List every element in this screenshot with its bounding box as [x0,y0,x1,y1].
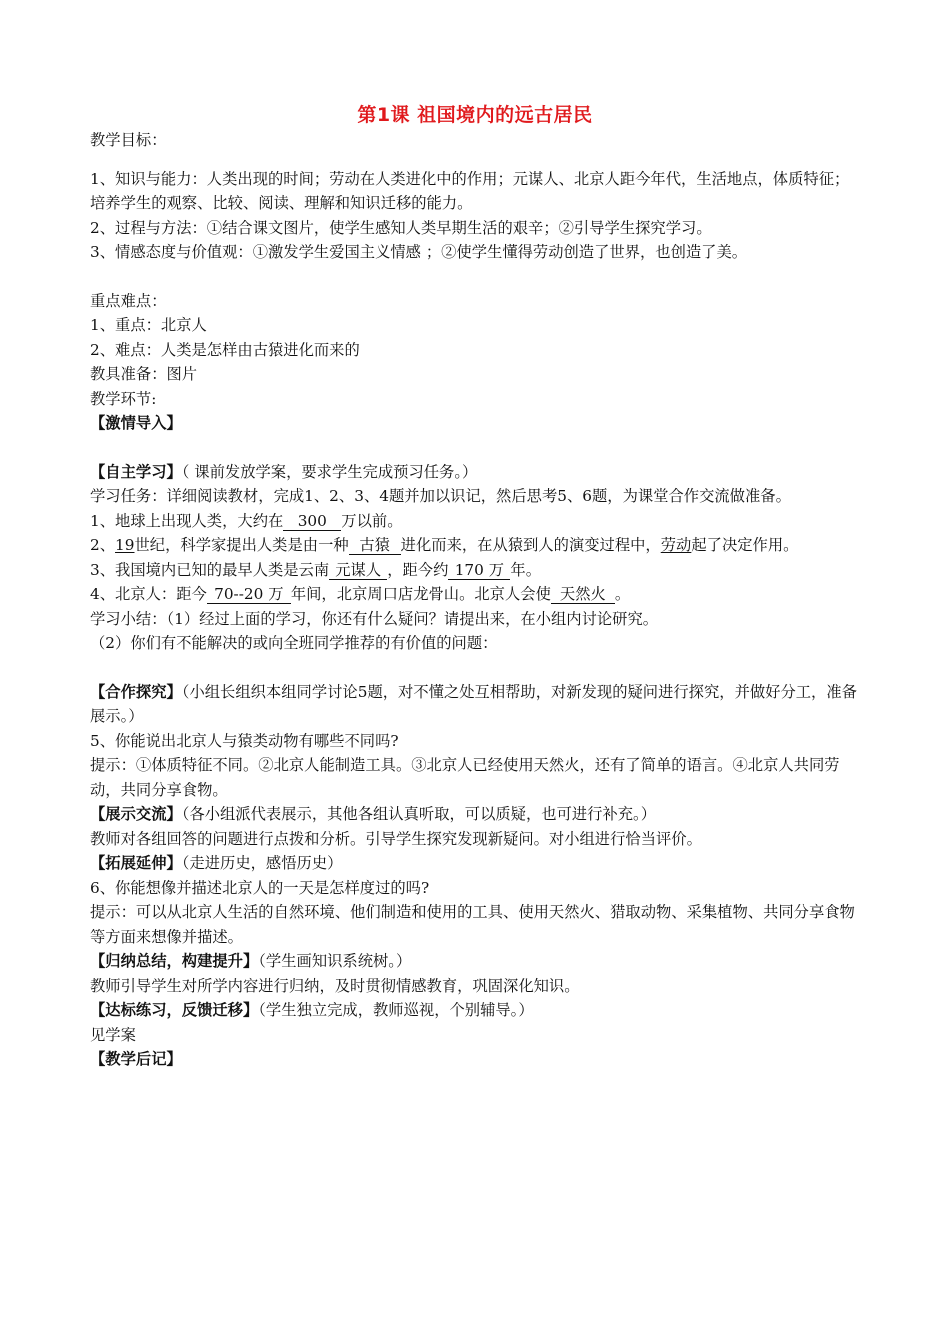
q3-text-mid: ，距今约 [387,560,449,579]
question-6: 6、你能想像并描述北京人的一天是怎样度过的吗? [90,878,430,897]
question-5: 5、你能说出北京人与猿类动物有哪些不同吗? [90,731,399,750]
q4-text: 4、北京人：距今 [90,585,207,603]
summary-note: （学生画知识系统树。） [258,952,412,970]
question-2 [90,533,862,558]
q1-answer-blank: 300 [283,512,341,531]
q4-text-mid: 年间，北京周口店龙骨山。北京人会使 [290,585,551,603]
hint-5: 提示：①体质特征不同。②北京人能制造工具。③北京人已经使用天然火，还有了简单的语言。④北京人共同劳动，共同分享食物。 [90,756,840,799]
q2-text-mid2: 进化而来，在从猿到人的演变过程中， [400,536,661,554]
study-summary-2: （2）你们有不能解决的或向全班同学推荐的有价值的问题： [90,634,498,652]
q2-answer-blank: 古猿 [349,536,401,555]
q4-answer-blank-2: 天然火 [551,585,615,604]
postscript-heading: 【教学后记】 [90,1050,182,1068]
q3-answer-blank-1: 元谋人 [329,561,387,580]
objective-process: 2、过程与方法：①结合课文图片，使学生感知人类早期生活的艰辛；②引导学生探究学习。 [90,218,712,237]
presentation-note: （各小组派代表展示，其他各组认真听取，可以质疑，也可进行补充。） [181,805,656,823]
extension-note: （走进历史，感悟历史） [181,854,343,872]
question-4 [90,582,862,607]
practice-heading: 【达标练习，反馈迁移】 [90,1001,259,1019]
practice-line [90,998,862,1023]
presentation-teacher: 教师对各组回答的问题进行点拨和分析。引导学生探究发现新疑问。对小组进行恰当评价。 [90,829,702,848]
q4-answer-blank-1: 70--20 万 [207,585,291,604]
cooperation-note: （小组长组织本组同学讨论5题，对不懂之处互相帮助，对新发现的疑问进行探究，并做好分工，准备展示。） [90,682,857,725]
extension-heading: 【拓展延伸】 [90,854,182,872]
lesson-body [90,128,862,1072]
objective-emotion: 3、情感态度与价值观：①激发学生爱国主义情感 ；②使学生懂得劳动创造了世界，也创造了美。 [90,243,748,261]
presentation-line [90,802,862,827]
teaching-steps-heading: 教学环节: [90,389,157,408]
practice-see: 见学案 [90,1025,136,1044]
intro-heading: 【激情导入】 [90,414,182,432]
teaching-materials: 教具准备：图片 [90,365,198,383]
key-points-heading: 重点难点： [90,291,167,310]
self-study-heading: 【自主学习】 [90,462,182,481]
extension-line [90,851,862,876]
q3-text: 3、我国境内已知的最早人类是云南 [90,560,330,579]
difficulty-point: 2、难点：人类是怎样由古猿进化而来的 [90,340,360,359]
q2-century: 19 [115,536,135,554]
cooperation-line [90,680,862,729]
q2-text-end: 起了决定作用。 [691,536,799,554]
q4-text-end: 。 [614,585,631,603]
q2-text: 2、 [90,536,116,554]
self-study-line [90,460,862,485]
q3-text-end: 年。 [510,560,541,579]
question-3 [90,558,862,583]
cooperation-heading: 【合作探究】 [90,682,182,701]
summary-line [90,949,862,974]
self-study-note: （ 课前发放学案，要求学生完成预习任务。） [181,462,478,481]
objective-knowledge: 1、知识与能力：人类出现的时间；劳动在人类进化中的作用；元谋人、北京人距今年代，生活地点，体质特征；培养学生的观察、比较、阅读、理解和知识迁移的能力。 [90,169,850,212]
summary-teacher: 教师引导学生对所学内容进行归纳，及时贯彻情感教育，巩固深化知识。 [90,976,580,995]
objectives-heading: 教学目标： [90,131,167,149]
q2-labor: 劳动 [660,536,692,554]
study-summary-1: 学习小结：（1）经过上面的学习，你还有什么疑问？请提出来，在小组内讨论研究。 [90,609,659,628]
q2-text-mid: 世纪，科学家提出人类是由一种 [134,536,349,554]
question-1 [90,509,862,534]
study-task: 学习任务：详细阅读教材，完成1、2、3、4题并加以识记，然后思考5、6题，为课堂合作交流做准备。 [90,487,791,505]
presentation-heading: 【展示交流】 [90,805,182,823]
lesson-title: 第1课 祖国境内的远古居民 [357,104,593,126]
practice-note: （学生独立完成，教师巡视，个别辅导。） [258,1001,534,1019]
q3-answer-blank-2: 170 万 [448,561,510,580]
summary-heading: 【归纳总结，构建提升】 [90,952,259,970]
q1-text-end: 万以前。 [341,511,403,530]
key-point: 1、重点：北京人 [90,316,207,334]
q1-text: 1、地球上出现人类，大约在 [90,511,284,530]
hint-6: 提示：可以从北京人生活的自然环境、他们制造和使用的工具、使用天然火、猎取动物、采集植物、共同分享食物等方面来想像并描述。 [90,903,855,946]
